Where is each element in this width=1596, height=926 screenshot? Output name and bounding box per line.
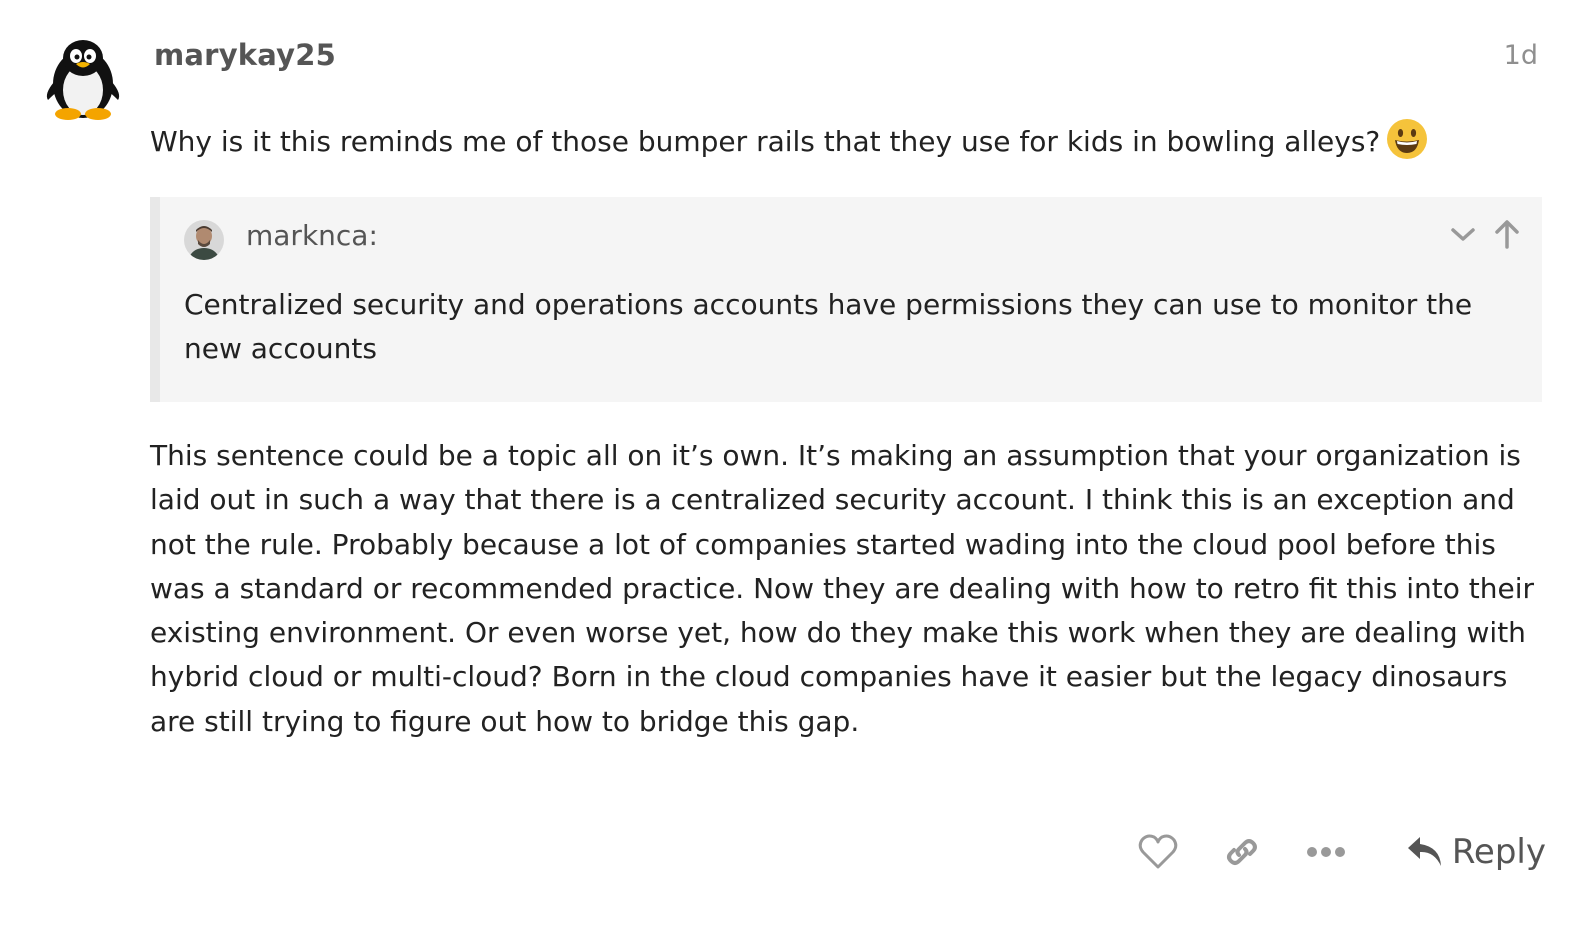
quote-block xyxy=(150,197,1542,402)
ellipsis-icon xyxy=(1306,846,1346,858)
quote-expand-button[interactable] xyxy=(1446,217,1480,251)
more-actions-button[interactable] xyxy=(1302,828,1350,876)
link-icon xyxy=(1222,832,1262,872)
quote-author-avatar[interactable] xyxy=(184,220,224,260)
share-link-button[interactable] xyxy=(1218,828,1266,876)
arrow-up-icon xyxy=(1490,217,1524,251)
heart-icon xyxy=(1138,834,1178,870)
post-intro-paragraph xyxy=(150,118,1542,166)
quote-text: Centralized security and operations accounts have permissions they can use to monitor the new accounts xyxy=(184,288,1473,365)
post-author-username[interactable]: marykay25 xyxy=(154,38,337,72)
reply-arrow-icon xyxy=(1406,835,1444,869)
author-avatar[interactable] xyxy=(40,36,126,122)
reply-label: Reply xyxy=(1451,832,1546,872)
chevron-down-icon xyxy=(1446,217,1480,251)
reply-button[interactable] xyxy=(1406,828,1546,876)
quote-controls xyxy=(1446,217,1524,251)
post-date[interactable]: 1d xyxy=(1503,40,1538,71)
quote-author-name: marknca: xyxy=(246,219,378,252)
like-button[interactable] xyxy=(1134,828,1182,876)
penguin-avatar-icon xyxy=(40,36,126,122)
post-actions xyxy=(1134,828,1546,876)
post-intro-text: Why is it this reminds me of those bumper rails that they use for kids in bowling alleys? xyxy=(150,125,1381,158)
user-photo-avatar-icon xyxy=(184,220,224,260)
quote-jump-button[interactable] xyxy=(1490,217,1524,251)
grinning-face-emoji-icon xyxy=(1386,118,1428,160)
post-body-text: This sentence could be a topic all on it’s own. It’s making an assumption that your organization is laid out in such a way that there is a centralized security account. I think this is an exception and not the rule. Probably because a lot of companies started wading into the cloud pool before this was a standard or recommended practice. Now they are dealing with how to retro fit this into their existing environment. Or even worse yet, how do they make this work when they are dealing with hybrid cloud or multi-cloud? Born in the cloud companies have it easier but the legacy dinosaurs are still trying to figure out how to bridge this gap. xyxy=(150,439,1535,738)
post-intro xyxy=(150,118,1542,166)
